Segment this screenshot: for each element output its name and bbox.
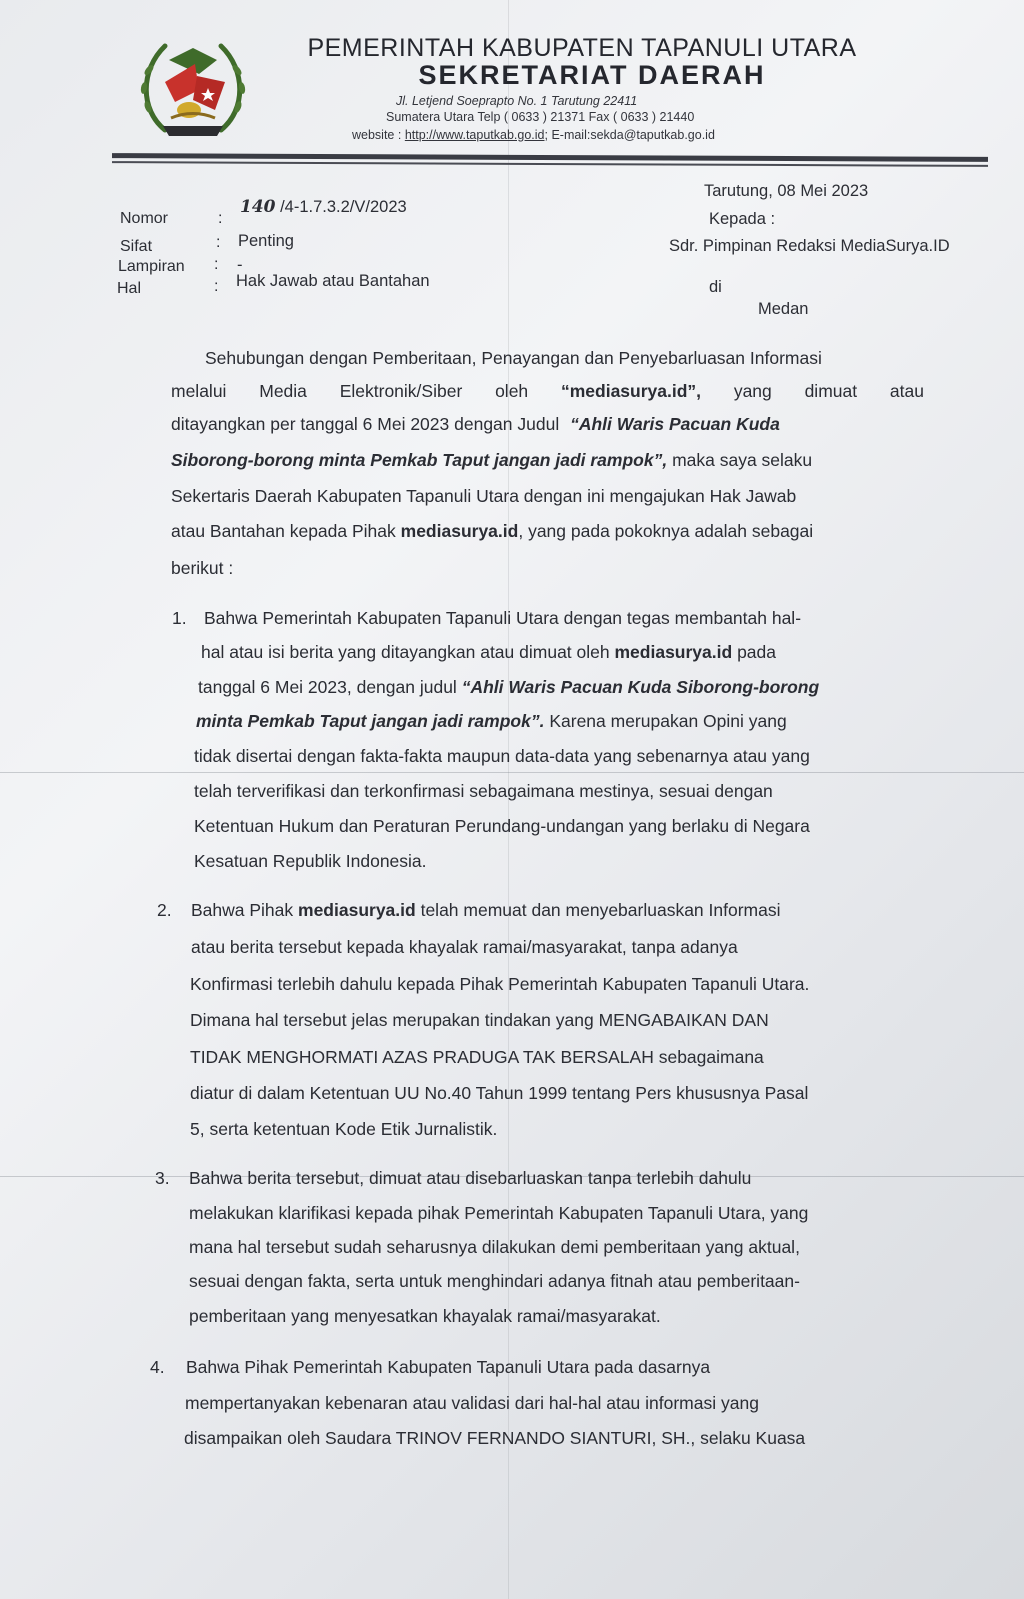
list-line: Ketentuan Hukum dan Peraturan Perundang-undangan yang berlaku di Negara (194, 816, 810, 836)
regency-emblem-icon (135, 30, 251, 146)
body-line (171, 414, 780, 435)
kepada-label: Kepada : (709, 210, 776, 228)
paper-fold-line (0, 772, 1024, 773)
government-name: PEMERINTAH KABUPATEN TAPANULI UTARA (307, 34, 857, 62)
article-title: “Ahli Waris Pacuan Kuda Siborong-borong (461, 677, 820, 697)
list-line: 5, serta ketentuan Kode Etik Jurnalistik. (190, 1119, 498, 1139)
list-line: atau berita tersebut kepada khayalak ramai/masyarakat, tanpa adanya (191, 937, 738, 957)
recipient-di: di (709, 278, 722, 296)
word: melalui (171, 381, 227, 401)
address-line: Jl. Letjend Soeprapto No. 1 Tarutung 22411 (396, 94, 638, 108)
word: dimuat (804, 381, 858, 401)
list-line: mempertanyakan kebenaran atau validasi dari hal-hal atau informasi yang (185, 1393, 759, 1413)
nomor-label: Nomor (120, 210, 169, 227)
list-line: TIDAK MENGHORMATI AZAS PRADUGA TAK BERSALAH sebagaimana (190, 1047, 764, 1067)
colon: : (214, 256, 219, 273)
media-name: mediasurya.id (400, 521, 519, 541)
list-number: 2. (157, 900, 172, 920)
hal-value: Hak Jawab atau Bantahan (236, 272, 430, 290)
text: Bahwa Pihak (191, 900, 299, 920)
list-line: disampaikan oleh Saudara TRINOV FERNANDO SIANTURI, SH., selaku Kuasa (184, 1428, 806, 1448)
media-name: mediasurya.id (614, 642, 733, 662)
lampiran-value: - (237, 256, 243, 274)
list-line (201, 642, 776, 663)
text: ditayangkan per tanggal 6 Mei 2023 dengan Judul (171, 414, 560, 434)
website-label: website : (352, 128, 402, 142)
list-line (191, 900, 781, 921)
list-line: sesuai dengan fakta, serta untuk menghindari adanya fitnah atau pemberitaan- (189, 1271, 800, 1291)
list-line: pemberitaan yang menyesatkan khayalak ramai/masyarakat. (189, 1306, 661, 1326)
body-line: Sekertaris Daerah Kabupaten Tapanuli Utara dengan ini mengajukan Hak Jawab (171, 486, 797, 506)
text: Karena merupakan Opini yang (544, 711, 787, 731)
media-name: mediasurya.id (298, 900, 416, 920)
body-line-justified (171, 381, 924, 402)
list-line: Konfirmasi terlebih dahulu kepada Pihak Pemerintah Kabupaten Tapanuli Utara. (190, 974, 810, 994)
list-number: 4. (150, 1357, 165, 1377)
article-title: Siborong-borong minta Pemkab Taput jangan jadi rampok”, (171, 450, 668, 470)
body-line: Sehubungan dengan Pemberitaan, Penayangan dan Penyebarluasan Informasi (205, 348, 822, 368)
article-title: minta Pemkab Taput jangan jadi rampok”. (196, 711, 545, 731)
nomor-code: /4-1.7.3.2/V/2023 (280, 198, 407, 216)
list-line: tidak disertai dengan fakta-fakta maupun data-data yang sebenarnya atau yang (194, 746, 810, 766)
sifat-label: Sifat (120, 238, 153, 255)
letterhead-rule (112, 153, 988, 162)
list-line (196, 711, 787, 732)
list-number: 1. (172, 608, 187, 628)
text: hal atau isi berita yang ditayangkan atau dimuat oleh (201, 642, 610, 662)
list-line: Dimana hal tersebut jelas merupakan tindakan yang MENGABAIKAN DAN (190, 1010, 769, 1030)
letterhead-rule-thin (112, 161, 988, 166)
text: maka saya selaku (667, 450, 813, 470)
list-number: 3. (155, 1168, 170, 1188)
colon: : (218, 210, 223, 227)
secretariat-name: SEKRETARIAT DAERAH (418, 60, 766, 90)
colon: : (216, 234, 221, 251)
article-title: “Ahli Waris Pacuan Kuda (570, 414, 780, 434)
text: telah memuat dan menyebarluaskan Informasi (415, 900, 781, 920)
body-line (171, 521, 813, 542)
list-line: Kesatuan Republik Indonesia. (194, 851, 427, 871)
lampiran-label: Lampiran (118, 258, 185, 275)
list-line: mana hal tersebut sudah seharusnya dilakukan demi pemberitaan yang aktual, (189, 1237, 800, 1257)
list-line: Bahwa Pihak Pemerintah Kabupaten Tapanuli Utara pada dasarnya (186, 1357, 711, 1377)
nomor-handwritten: 140 (240, 197, 276, 217)
word: oleh (495, 381, 529, 401)
media-name: “mediasurya.id”, (560, 381, 702, 401)
website-line (352, 128, 715, 142)
colon: : (214, 278, 219, 295)
email-text: ; E-mail:sekda@taputkab.go.id (544, 128, 715, 142)
text: , yang pada pokoknya adalah sebagai (518, 521, 814, 541)
word: yang (733, 381, 772, 401)
sifat-value: Penting (238, 232, 294, 250)
list-line: diatur di dalam Ketentuan UU No.40 Tahun 1999 tentang Pers khususnya Pasal (190, 1083, 809, 1103)
word: atau (889, 381, 924, 401)
list-line: telah terverifikasi dan terkonfirmasi sebagaimana mestinya, sesuai dengan (194, 781, 773, 801)
body-line: berikut : (171, 558, 234, 578)
text: atau Bantahan kepada Pihak (171, 521, 396, 541)
recipient-city: Medan (758, 300, 809, 318)
recipient: Sdr. Pimpinan Redaksi MediaSurya.ID (669, 237, 950, 255)
list-line (198, 677, 819, 698)
place-date: Tarutung, 08 Mei 2023 (704, 182, 869, 200)
word: Media (259, 381, 307, 401)
nomor-value (240, 197, 407, 217)
body-line (171, 450, 812, 471)
list-line: Bahwa Pemerintah Kabupaten Tapanuli Utara dengan tegas membantah hal- (204, 608, 802, 628)
word: Elektronik/Siber (339, 381, 463, 401)
text: tanggal 6 Mei 2023, dengan judul (198, 677, 462, 697)
contact-line: Sumatera Utara Telp ( 0633 ) 21371 Fax ( 0633 ) 21440 (386, 110, 695, 124)
text: pada (732, 642, 776, 662)
hal-label: Hal (117, 280, 142, 297)
website-link[interactable]: http://www.taputkab.go.id (404, 128, 545, 142)
list-line: Bahwa berita tersebut, dimuat atau disebarluaskan tanpa terlebih dahulu (189, 1168, 752, 1188)
list-line: melakukan klarifikasi kepada pihak Pemerintah Kabupaten Tapanuli Utara, yang (189, 1203, 809, 1223)
